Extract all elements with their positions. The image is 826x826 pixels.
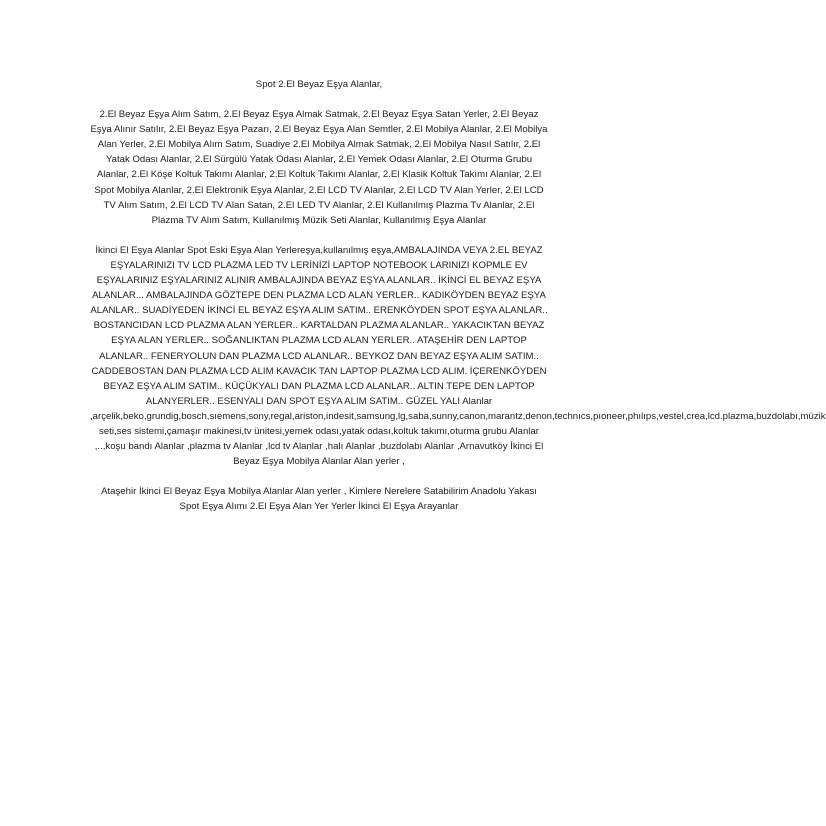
document-title: Spot 2.El Beyaz Eşya Alanlar,: [255, 79, 383, 90]
document-page: [90, 77, 826, 514]
paragraph-locations: İkinci El Eşya Alanlar Spot Eski Eşya Alan Yerlereşya,kullanılmış eşya,AMBALAJINDA VEYA 2.EL BEYAZ EŞYALARINIZI TV LCD PLAZMA LED TV LERİNİZİ LAPTOP NOTEBOOK LARINIZI KOPMLE EV EŞYALARINIZ EŞYALARINIZ ALINIR AMBALAJINDA BEYAZ EŞYA ALANLAR.. İKİNCİ EL BEYAZ EŞYA ALANLAR... AMBALAJINDA GÖZTEPE DEN PLAZMA LCD ALAN YERLER.. KADIKÖYDEN BEYAZ EŞYA ALANLAR.. SUADİYEDEN İKİNCİ EL BEYAZ EŞYA ALIM SATIM.. ERENKÖYDEN SPOT EŞYA ALANLAR.. BOSTANCIDAN LCD PLAZMA ALAN YERLER.. KARTALDAN PLAZMA ALANLAR.. YAKACIKTAN BEYAZ EŞYA ALAN YERLER.. SOĞANLIKTAN PLAZMA LCD ALAN YERLER.. ATAŞEHİR DEN LAPTOP ALANLAR.. FENERYOLUN DAN PLAZMA LCD ALANLAR.. BEYKOZ DAN BEYAZ EŞYA ALIM SATIM.. CADDEBOSTAN DAN PLAZMA LCD ALIM KAVACIK TAN LAPTOP PLAZMA LCD ALIM. İÇERENKÖYDEN BEYAZ EŞYA ALIM SATIM.. KÜÇÜKYALI DAN PLAZMA LCD ALANLAR.. ALTIN TEPE DEN LAPTOP ALANYERLER.. ESENYALI DAN SPOT EŞYA ALIM SATIM.. GÜZEL YALI Alanlar ,arçelik,beko,grundig,bosch,sıemens,sony,regal,ariston,indesit,samsung,lg,saba,sunny,canon,marantz,denon,technıcs,pıoneer,phılıps,vestel,crea,lcd.plazma,buzdolabı,müzik seti,ses sistemi,çamaşır makinesi,tv ünitesi,yemek odası,yatak odası,koltuk takımı,oturma grubu Alanlar ,..,koşu bandı Alanlar ,plazma tv Alanlar ,lcd tv Alanlar ,halı Alanlar ,buzdolabı Alanlar ,Arnavutköy İkinci El Beyaz Eşya Mobilya Alanlar Alan yerler ,: [90, 244, 826, 468]
paragraph-closing: Ataşehir İkinci El Beyaz Eşya Mobilya Alanlar Alan yerler , Kimlere Nerelere Satabilirim Anadolu Yakası Spot Eşya Alımı 2.El Eşya Alan Yer Yerler İkinci El Eşya Arayanlar: [101, 486, 537, 513]
paragraph-keywords: 2.El Beyaz Eşya Alım Satım, 2.El Beyaz Eşya Almak Satmak, 2.El Beyaz Eşya Satan Yerler, 2.El Beyaz Eşya Alınır Satılır, 2.El Beyaz Eşya Pazarı, 2.El Beyaz Eşya Alan Semtler, 2.El Mobilya Alanlar, 2.El Mobilya Alan Yerler, 2.El Mobilya Alım Satım, Suadiye 2.El Mobilya Almak Satmak, 2.El Mobilya Nasıl Satılır, 2.El Yatak Odası Alanlar, 2.El Sürgülü Yatak Odası Alanlar, 2.El Yemek Odası Alanlar, 2.El Oturma Grubu Alanlar, 2.El Köşe Koltuk Takımı Alanlar, 2.El Koltuk Takımı Alanlar, 2.El Klasik Koltuk Takımı Alanlar, 2.El Spot Mobilya Alanlar, 2.El Elektronik Eşya Alanlar, 2.El LCD TV Alanlar, 2.El LCD TV Alan Yerler, 2.El LCD TV Alım Satım, 2.El LCD TV Alan Satan, 2.El LED TV Alanlar, 2.El Kullanılmış Plazma Tv Alanlar, 2.El Plazma TV Alım Satım, Kullanılmış Müzik Seti Alanlar, Kullanılmış Eşya Alanlar: [90, 109, 548, 226]
